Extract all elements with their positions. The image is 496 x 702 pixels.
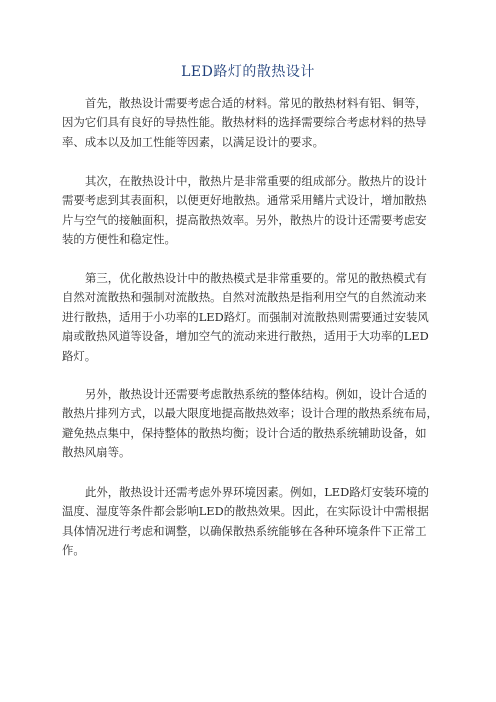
- paragraph-line: 因为它们具有良好的导热性能。散热材料的选择需要综合考虑材料的热导: [62, 115, 427, 130]
- paragraph-line: 进行散热，适用于小功率的LED路灯。而强制对流散热则需要通过安装风: [62, 309, 429, 324]
- paragraph-line: 需要考虑到其表面积，以便更好地散热。通常采用鳍片式设计，增加散热: [62, 193, 427, 208]
- paragraph-line: 片与空气的接触面积，提高散热效率。另外，散热片的设计还需要考虑安: [62, 212, 427, 227]
- paragraph-environment: [62, 483, 442, 561]
- document-title: LED路灯的散热设计: [181, 64, 315, 80]
- paragraph-line: 第三，优化散热设计中的散热模式是非常重要的。常见的散热模式有: [85, 271, 427, 285]
- paragraph-line: 其次，在散热设计中，散热片是非常重要的组成部分。散热片的设计: [85, 174, 427, 188]
- paragraph-line: 作。: [62, 543, 85, 558]
- paragraph-line: 路灯。: [62, 348, 97, 363]
- paragraph-line: 散热片排列方式，以最大限度地提高散热效率；设计合理的散热系统布局，: [62, 406, 438, 421]
- paragraph-line: 率、成本以及加工性能等因素，以满足设计的要求。: [62, 134, 324, 149]
- paragraph-line: 自然对流散热和强制对流散热。自然对流散热是指利用空气的自然流动来: [62, 290, 427, 305]
- paragraph-line: 另外，散热设计还需要考虑散热系统的整体结构。例如，设计合适的: [85, 387, 427, 401]
- paragraph-line: 避免热点集中，保持整体的散热均衡；设计合适的散热系统辅助设备，如: [62, 425, 427, 440]
- paragraph-line: 扇或散热风道等设备，增加空气的流动来进行散热，适用于大功率的LED: [62, 329, 429, 344]
- paragraph-heatsink: [62, 172, 442, 250]
- paragraph-line: 散热风扇等。: [62, 445, 131, 460]
- paragraph-system-structure: [62, 385, 442, 463]
- paragraph-materials: [62, 94, 442, 152]
- paragraph-line: 温度、湿度等条件都会影响LED的散热效果。因此，在实际设计中需根据: [62, 504, 429, 519]
- paragraph-line: 具体情况进行考虑和调整，以确保散热系统能够在各种环境条件下正常工: [62, 523, 427, 538]
- paragraph-line: 此外，散热设计还需考虑外界环境因素。例如，LED路灯安装环境的: [85, 485, 429, 499]
- paragraph-line: 装的方便性和稳定性。: [62, 232, 176, 247]
- paragraph-cooling-mode: [62, 269, 442, 366]
- paragraph-line: 首先，散热设计需要考虑合适的材料。常见的散热材料有铝、铜等，: [85, 96, 427, 110]
